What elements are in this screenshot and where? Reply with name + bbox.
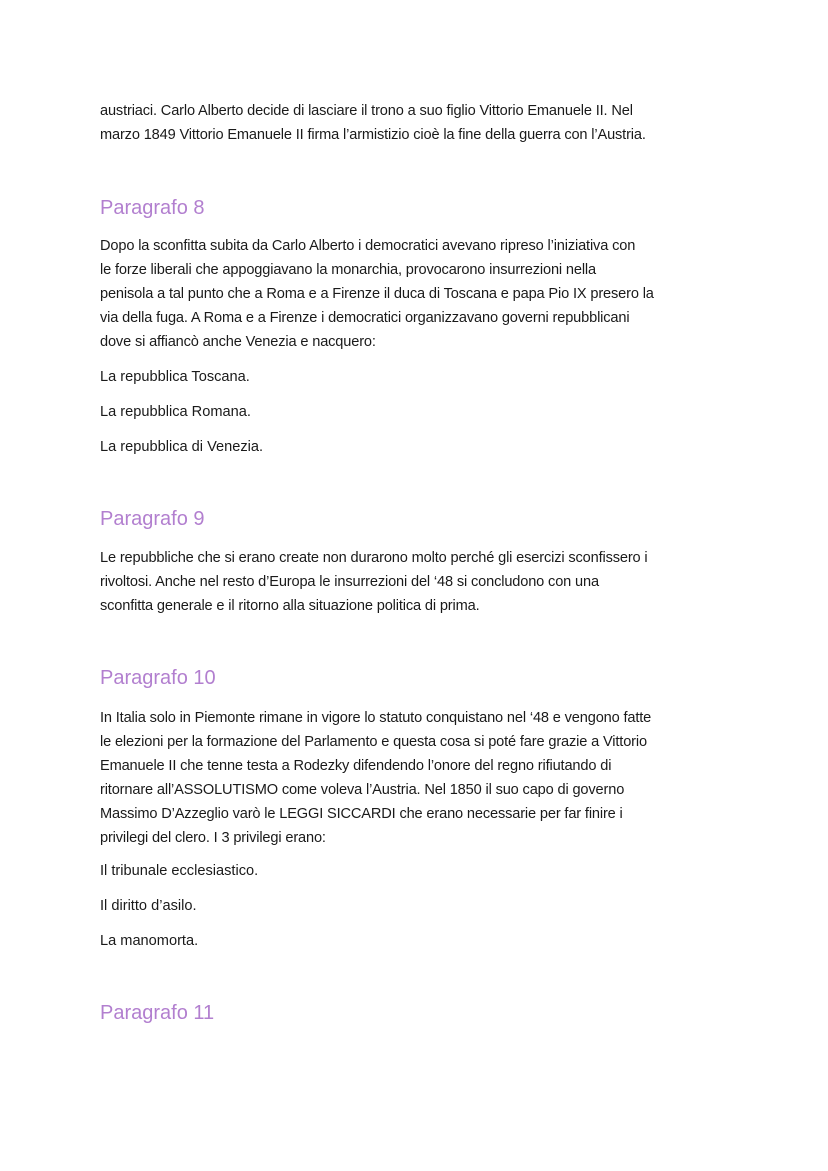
section-heading: Paragrafo 8 xyxy=(100,197,205,219)
text-line: Le repubbliche che si erano create non durarono molto perché gli esercizi sconfissero i xyxy=(100,550,648,566)
text-line: marzo 1849 Vittorio Emanuele II firma l’armistizio cioè la fine della guerra con l’Austria. xyxy=(100,127,646,143)
text-line: le forze liberali che appoggiavano la monarchia, provocarono insurrezioni nella xyxy=(100,262,596,278)
text-line: Emanuele II che tenne testa a Rodezky difendendo l’onore del regno rifiutando di xyxy=(100,758,612,774)
text-line: Dopo la sconfitta subita da Carlo Alberto i democratici avevano ripreso l’iniziativa con xyxy=(100,238,636,254)
text-line: ritornare all’ASSOLUTISMO come voleva l’Austria. Nel 1850 il suo capo di governo xyxy=(100,782,625,798)
list-item: Il diritto d’asilo. xyxy=(100,898,197,914)
text-line: rivoltosi. Anche nel resto d’Europa le insurrezioni del ‘48 si concludono con una xyxy=(100,574,599,590)
text-line: via della fuga. A Roma e a Firenze i democratici organizzavano governi repubblicani xyxy=(100,310,630,326)
list-item: Il tribunale ecclesiastico. xyxy=(100,863,259,879)
text-line: penisola a tal punto che a Roma e a Firenze il duca di Toscana e papa Pio IX presero la xyxy=(100,286,654,302)
section-heading: Paragrafo 9 xyxy=(100,508,205,530)
section-heading: Paragrafo 10 xyxy=(100,667,216,689)
text-line: dove si affiancò anche Venezia e nacquero: xyxy=(100,334,376,350)
list-item: La manomorta. xyxy=(100,933,199,949)
text-line: sconfitta generale e il ritorno alla situazione politica di prima. xyxy=(100,598,480,614)
text-line: austriaci. Carlo Alberto decide di lasciare il trono a suo figlio Vittorio Emanuele II. Nel xyxy=(100,103,633,119)
text-line: In Italia solo in Piemonte rimane in vigore lo statuto conquistano nel ‘48 e vengono fatte xyxy=(100,710,652,726)
list-item: La repubblica Toscana. xyxy=(100,369,250,385)
text-line: privilegi del clero. I 3 privilegi erano: xyxy=(100,830,326,846)
text-line: Massimo D’Azzeglio varò le LEGGI SICCARDI che erano necessarie per far finire i xyxy=(100,806,623,822)
text-line: le elezioni per la formazione del Parlamento e questa cosa si poté fare grazie a Vittorio xyxy=(100,734,647,750)
list-item: La repubblica di Venezia. xyxy=(100,439,264,455)
section-heading: Paragrafo 11 xyxy=(100,1002,215,1024)
list-item: La repubblica Romana. xyxy=(100,404,251,420)
